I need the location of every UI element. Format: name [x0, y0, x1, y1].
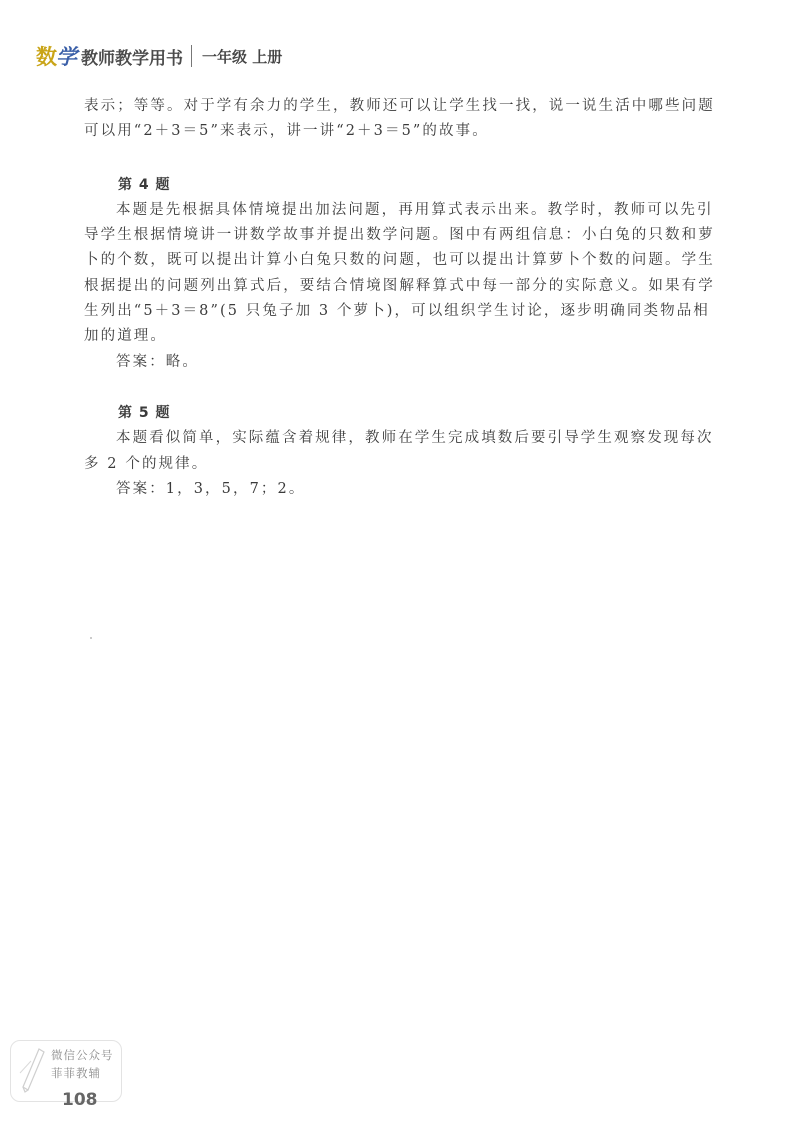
paragraph-line: 表示；等等。对于学有余力的学生，教师还可以让学生找一找，说一说生活中哪些问题 — [84, 98, 715, 114]
pencil-icon — [17, 1043, 47, 1097]
math-logo — [36, 41, 77, 71]
paragraph-line: 可以用“2＋3＝5”来表示，讲一讲“2＋3＝5”的故事。 — [84, 123, 489, 140]
scan-speck — [90, 637, 92, 639]
watermark-line2: 菲菲教辅 — [51, 1066, 101, 1080]
question-5-heading: 第 5 题 — [118, 404, 171, 421]
header-divider — [191, 45, 192, 67]
watermark-line1: 微信公众号 — [51, 1048, 114, 1062]
question-4-answer: 答案：略。 — [116, 353, 199, 370]
page-content — [84, 94, 724, 502]
page-number: 108 — [62, 1090, 98, 1110]
question-5-answer: 答案：1，3，5，7；2。 — [116, 480, 306, 497]
question-5-paragraph: 本题看似简单，实际蕴含着规律，教师在学生完成填数后要引导学生观察发现每次多 2 个的规律。 — [84, 430, 714, 472]
question-4-paragraph: 本题是先根据具体情境提出加法问题，再用算式表示出来。教学时，教师可以先引导学生根据情境讲一讲数学故事并提出数学问题。图中有两组信息：小白兔的只数和萝卜的个数，既可以提出计算小白兔只数的问题，也可以提出计算萝卜个数的问题。学生根据提出的问题列出算式后，要结合情境图解释算式中每一部分的实际意义。如果有学生列出“5＋3＝8”(5 只兔子加 3 个萝卜)，可以组织学生讨论，逐步明确同类物品相加的道理。 — [84, 201, 715, 345]
book-title: 教师教学用书 — [81, 48, 183, 69]
grade-label: 一年级 上册 — [202, 47, 283, 66]
page-header — [36, 42, 282, 70]
logo-char-xue: 学 — [56, 45, 77, 69]
question-4-heading: 第 4 题 — [118, 176, 171, 193]
logo-char-shu: 数 — [36, 45, 56, 69]
